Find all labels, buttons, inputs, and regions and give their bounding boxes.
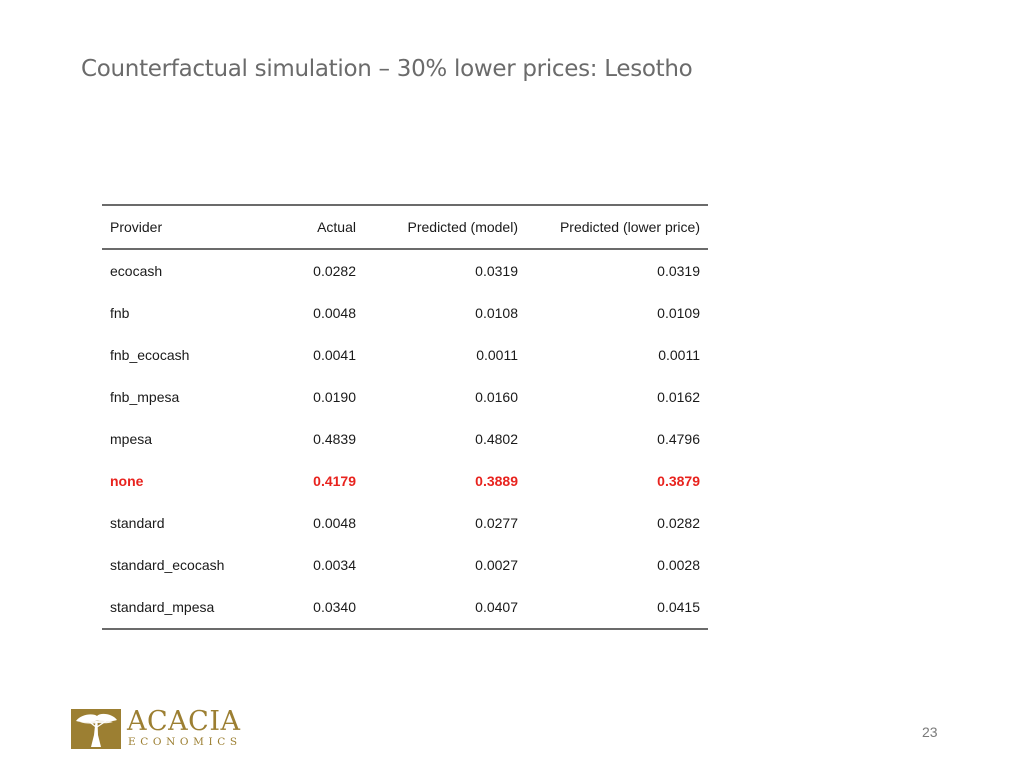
cell-provider: standard_mpesa <box>110 599 215 615</box>
cell-provider: none <box>110 473 144 489</box>
cell-actual: 0.0282 <box>313 263 356 279</box>
table-row-highlighted <box>102 460 708 502</box>
acacia-tree-icon <box>71 709 121 749</box>
logo-name: ACACIA <box>127 706 241 737</box>
cell-predicted-lower-price: 0.0109 <box>657 305 700 321</box>
cell-predicted-lower-price: 0.3879 <box>657 473 700 489</box>
table-row <box>102 376 708 418</box>
table-header-row <box>102 205 708 249</box>
cell-predicted-lower-price: 0.0319 <box>657 263 700 279</box>
cell-predicted-model: 0.0160 <box>475 389 518 405</box>
table-row <box>102 292 708 334</box>
cell-actual: 0.0041 <box>313 347 356 363</box>
table-row <box>102 544 708 586</box>
cell-provider: mpesa <box>110 431 153 447</box>
cell-predicted-lower-price: 0.0282 <box>657 515 700 531</box>
logo-tagline: ECONOMICS <box>128 736 242 748</box>
table-row <box>102 586 708 629</box>
page-number: 23 <box>922 724 938 740</box>
cell-predicted-model: 0.0011 <box>476 347 518 363</box>
header-predicted-lower-price: Predicted (lower price) <box>559 219 700 235</box>
cell-provider: standard <box>110 515 165 531</box>
cell-provider: ecocash <box>110 263 163 279</box>
header-actual: Actual <box>317 219 356 235</box>
cell-predicted-lower-price: 0.0162 <box>657 389 700 405</box>
cell-provider: fnb_mpesa <box>110 389 180 405</box>
cell-actual: 0.0340 <box>313 599 356 615</box>
cell-predicted-model: 0.4802 <box>475 431 518 447</box>
cell-predicted-model: 0.0277 <box>475 515 518 531</box>
cell-provider: fnb <box>110 305 130 321</box>
cell-predicted-model: 0.0108 <box>475 305 518 321</box>
table-row <box>102 418 708 460</box>
table-row <box>102 502 708 544</box>
slide-title: Counterfactual simulation – 30% lower prices: Lesotho <box>81 56 693 82</box>
cell-predicted-lower-price: 0.0011 <box>658 347 700 363</box>
cell-actual: 0.0048 <box>313 305 356 321</box>
cell-actual: 0.0048 <box>313 515 356 531</box>
cell-predicted-model: 0.0319 <box>475 263 518 279</box>
cell-actual: 0.4839 <box>313 431 356 447</box>
cell-actual: 0.0190 <box>313 389 356 405</box>
cell-actual: 0.4179 <box>313 473 356 489</box>
cell-predicted-lower-price: 0.0415 <box>657 599 700 615</box>
cell-predicted-lower-price: 0.0028 <box>657 557 700 573</box>
cell-provider: fnb_ecocash <box>110 347 190 363</box>
header-provider: Provider <box>110 219 163 235</box>
header-predicted-model: Predicted (model) <box>407 219 518 235</box>
cell-actual: 0.0034 <box>313 557 356 573</box>
cell-predicted-model: 0.0407 <box>475 599 518 615</box>
cell-predicted-model: 0.0027 <box>475 557 518 573</box>
cell-predicted-model: 0.3889 <box>475 473 518 489</box>
results-table <box>102 204 708 630</box>
cell-provider: standard_ecocash <box>110 557 225 573</box>
cell-predicted-lower-price: 0.4796 <box>657 431 700 447</box>
table-row <box>102 334 708 376</box>
table-row <box>102 249 708 292</box>
acacia-economics-logo <box>71 708 241 750</box>
